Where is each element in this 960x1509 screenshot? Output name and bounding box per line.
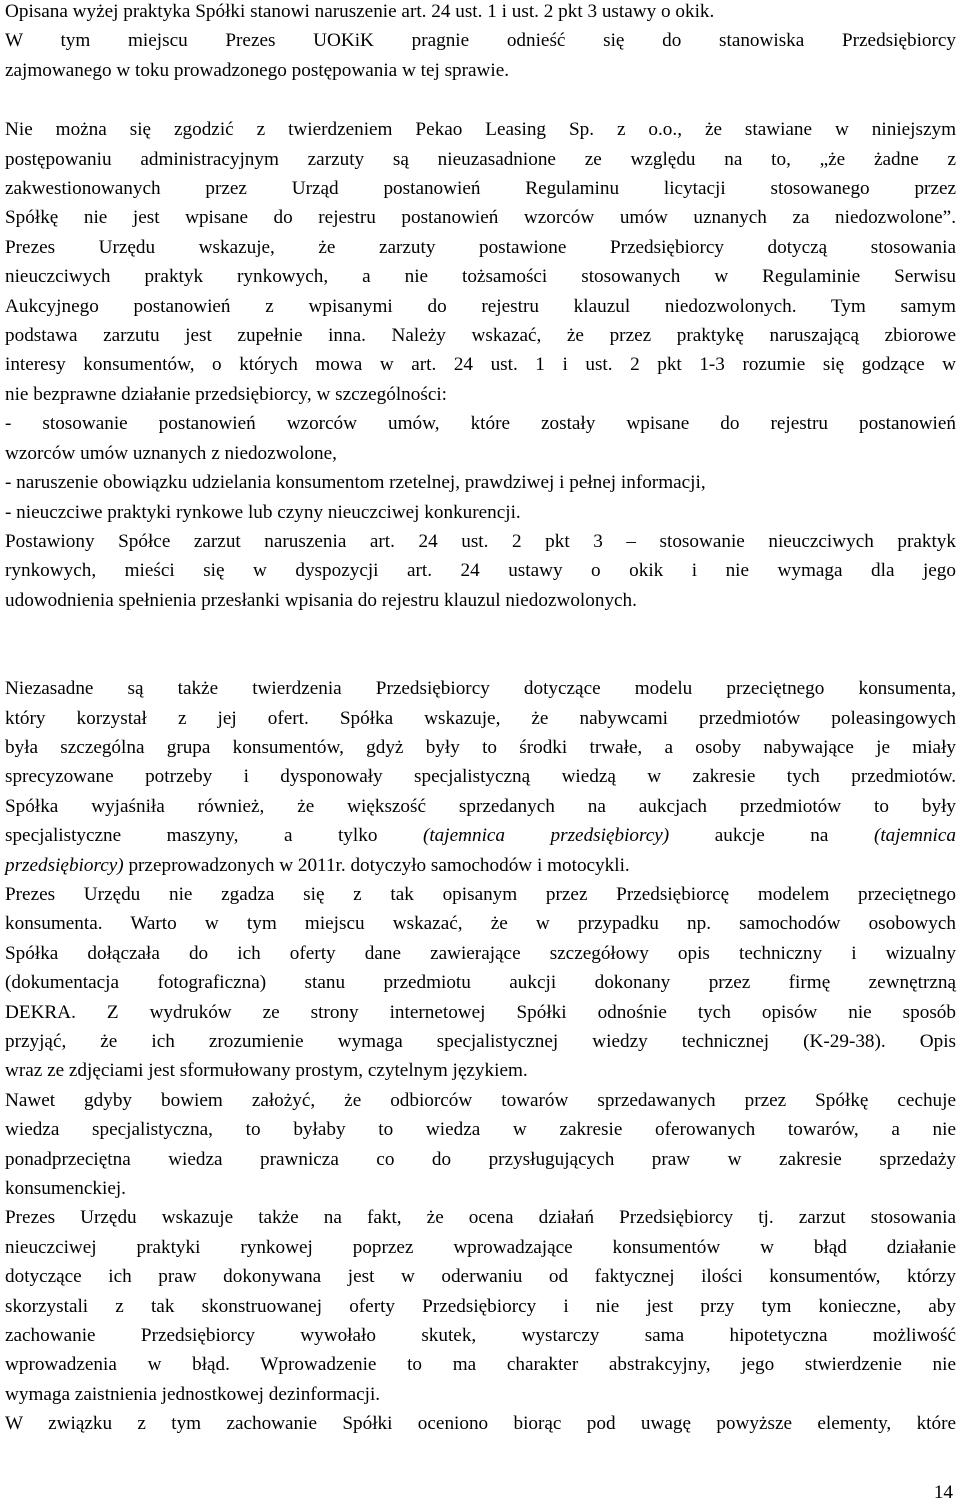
text-line: Spółkę nie jest wpisane do rejestru postanowień wzorców umów uznanych za niedozwolone”. <box>5 207 956 229</box>
text-line: nieuczciwych praktyk rynkowych, a nie tożsamości stosowanych w Regulaminie Serwisu <box>5 266 956 288</box>
text-fragment: specjalistyczne maszyny, a tylko <box>5 825 423 847</box>
text-line: Postawiony Spółce zarzut naruszenia art. 24 ust. 2 pkt 3 – stosowanie nieuczciwych praktyk <box>5 530 956 552</box>
text-line: wprowadzenia w błąd. Wprowadzenie to ma charakter abstrakcyjny, jego stwierdzenie nie <box>5 1354 956 1376</box>
text-line: wiedza specjalistyczna, to byłaby to wiedza w zakresie oferowanych towarów, a nie <box>5 1119 956 1141</box>
text-line: - naruszenie obowiązku udzielania konsumentom rzetelnej, prawdziwej i pełnej informacji, <box>5 472 706 494</box>
redacted-secret: przedsiębiorcy) <box>5 854 124 876</box>
text-line: który korzystał z jej ofert. Spółka wskazuje, że nabywcami przedmiotów poleasingowych <box>5 707 956 729</box>
text-line: Prezes Urzędu wskazuje, że zarzuty postawione Przedsiębiorcy dotyczą stosowania <box>5 236 956 258</box>
text-line: Nawet gdyby bowiem założyć, że odbiorców towarów sprzedawanych przez Spółkę cechuje <box>5 1089 956 1111</box>
redacted-secret: (tajemnica <box>873 825 956 847</box>
text-line: wraz ze zdjęciami jest sformułowany prostym, czytelnym językiem. <box>5 1060 528 1082</box>
text-line: dotyczące ich praw dokonywana jest w oderwaniu od faktycznej ilości konsumentów, którzy <box>5 1266 956 1288</box>
text-line-with-redaction <box>5 821 956 850</box>
text-line: Niezasadne są także twierdzenia Przedsiębiorcy dotyczące modelu przeciętnego konsumenta, <box>5 678 956 700</box>
text-line: interesy konsumentów, o których mowa w art. 24 ust. 1 i ust. 2 pkt 1-3 rozumie się godzące w <box>5 354 956 376</box>
text-line: Prezes Urzędu nie zgadza się z tak opisanym przez Przedsiębiorcę modelem przeciętnego <box>5 883 956 905</box>
text-fragment: aukcje na <box>669 825 874 847</box>
text-line: postępowaniu administracyjnym zarzuty są nieuzasadnione ze względu na to, „że żadne z <box>5 148 956 170</box>
text-line: ponadprzeciętna wiedza prawnicza co do przysługujących praw w zakresie sprzedaży <box>5 1148 956 1170</box>
text-line: skorzystali z tak skonstruowanej oferty Przedsiębiorcy i nie jest przy tym konieczne, aby <box>5 1295 956 1317</box>
paragraph-2 <box>5 26 956 85</box>
text-line: Prezes Urzędu wskazuje także na fakt, że ocena działań Przedsiębiorcy tj. zarzut stosowania <box>5 1207 956 1229</box>
text-line: rynkowych, mieści się w dyspozycji art. 24 ustawy o okik i nie wymaga dla jego <box>5 560 956 582</box>
text-line: Nie można się zgodzić z twierdzeniem Pekao Leasing Sp. z o.o., że stawiane w niniejszym <box>5 119 956 141</box>
paragraph-1 <box>5 0 956 26</box>
text-line: przyjąć, że ich zrozumienie wymaga specjalistycznej wiedzy technicznej (K-29-38). Opis <box>5 1031 956 1052</box>
text-line: W związku z tym zachowanie Spółki oceniono biorąc pod uwagę powyższe elementy, które <box>5 1413 956 1435</box>
text-line: zachowanie Przedsiębiorcy wywołało skutek, wystarczy sama hipotetyczna możliwość <box>5 1325 956 1347</box>
text-line: (dokumentacja fotograficzna) stanu przedmiotu aukcji dokonany przez firmę zewnętrzną <box>5 972 956 994</box>
paragraph-gap <box>5 615 956 674</box>
text-line: sprecyzowane potrzeby i dysponowały specjalistyczną wiedzą w zakresie tych przedmiotów. <box>5 766 956 788</box>
text-line: była szczególna grupa konsumentów, gdyż były to środki trwałe, a osoby nabywające je miały <box>5 736 956 758</box>
text-line: wymaga zaistnienia jednostkowej dezinformacji. <box>5 1383 381 1405</box>
redacted-secret: (tajemnica przedsiębiorcy) <box>422 825 670 847</box>
text-line: Aukcyjnego postanowień z wpisanymi do rejestru klauzul niedozwolonych. Tym samym <box>5 295 956 317</box>
text-line: - nieuczciwe praktyki rynkowe lub czyny nieuczciwej konkurencji. <box>5 501 521 523</box>
text-line: zakwestionowanych przez Urząd postanowień Regulaminu licytacji stosowanego przez <box>5 178 956 200</box>
text-line: W tym miejscu Prezes UOKiK pragnie odnieść się do stanowiska Przedsiębiorcy <box>5 30 956 52</box>
text-line: Opisana wyżej praktyka Spółki stanowi naruszenie art. 24 ust. 1 i ust. 2 pkt 3 ustawy o okik. <box>5 1 715 22</box>
text-line: - stosowanie postanowień wzorców umów, które zostały wpisane do rejestru postanowień <box>5 413 956 435</box>
text-line: podstawa zarzutu jest zupełnie inna. Należy wskazać, że przez praktykę naruszającą zbiorowe <box>5 325 956 347</box>
paragraph-3 <box>5 115 956 615</box>
text-line: Spółka dołączała do ich oferty dane zawierające szczegółowy opis techniczny i wizualny <box>5 942 956 964</box>
text-line: zajmowanego w toku prowadzonego postępowania w tej sprawie. <box>5 59 510 81</box>
text-line: nieuczciwej praktyki rynkowej poprzez wprowadzające konsumentów w błąd działanie <box>5 1236 956 1258</box>
text-line: konsumenckiej. <box>5 1178 126 1200</box>
text-line: konsumenta. Warto w tym miejscu wskazać, że w przypadku np. samochodów osobowych <box>5 913 956 935</box>
text-line: Spółka wyjaśniła również, że większość sprzedanych na aukcjach przedmiotów to były <box>5 795 956 817</box>
paragraph-gap <box>5 85 956 115</box>
text-line: udowodnienia spełnienia przesłanki wpisania do rejestru klauzul niedozwolonych. <box>5 589 637 611</box>
text-line-with-redaction <box>5 851 956 880</box>
text-line: wzorców umów uznanych z niedozwolone, <box>5 442 337 464</box>
page-number: 14 <box>933 1482 953 1503</box>
text-fragment: przeprowadzonych w 2011r. dotyczyło samochodów i motocykli. <box>123 854 630 876</box>
paragraph-4 <box>5 674 956 1439</box>
text-line: DEKRA. Z wydruków ze strony internetowej Spółki odnośnie tych opisów nie sposób <box>5 1001 956 1023</box>
text-line: nie bezprawne działanie przedsiębiorcy, w szczególności: <box>5 383 447 405</box>
